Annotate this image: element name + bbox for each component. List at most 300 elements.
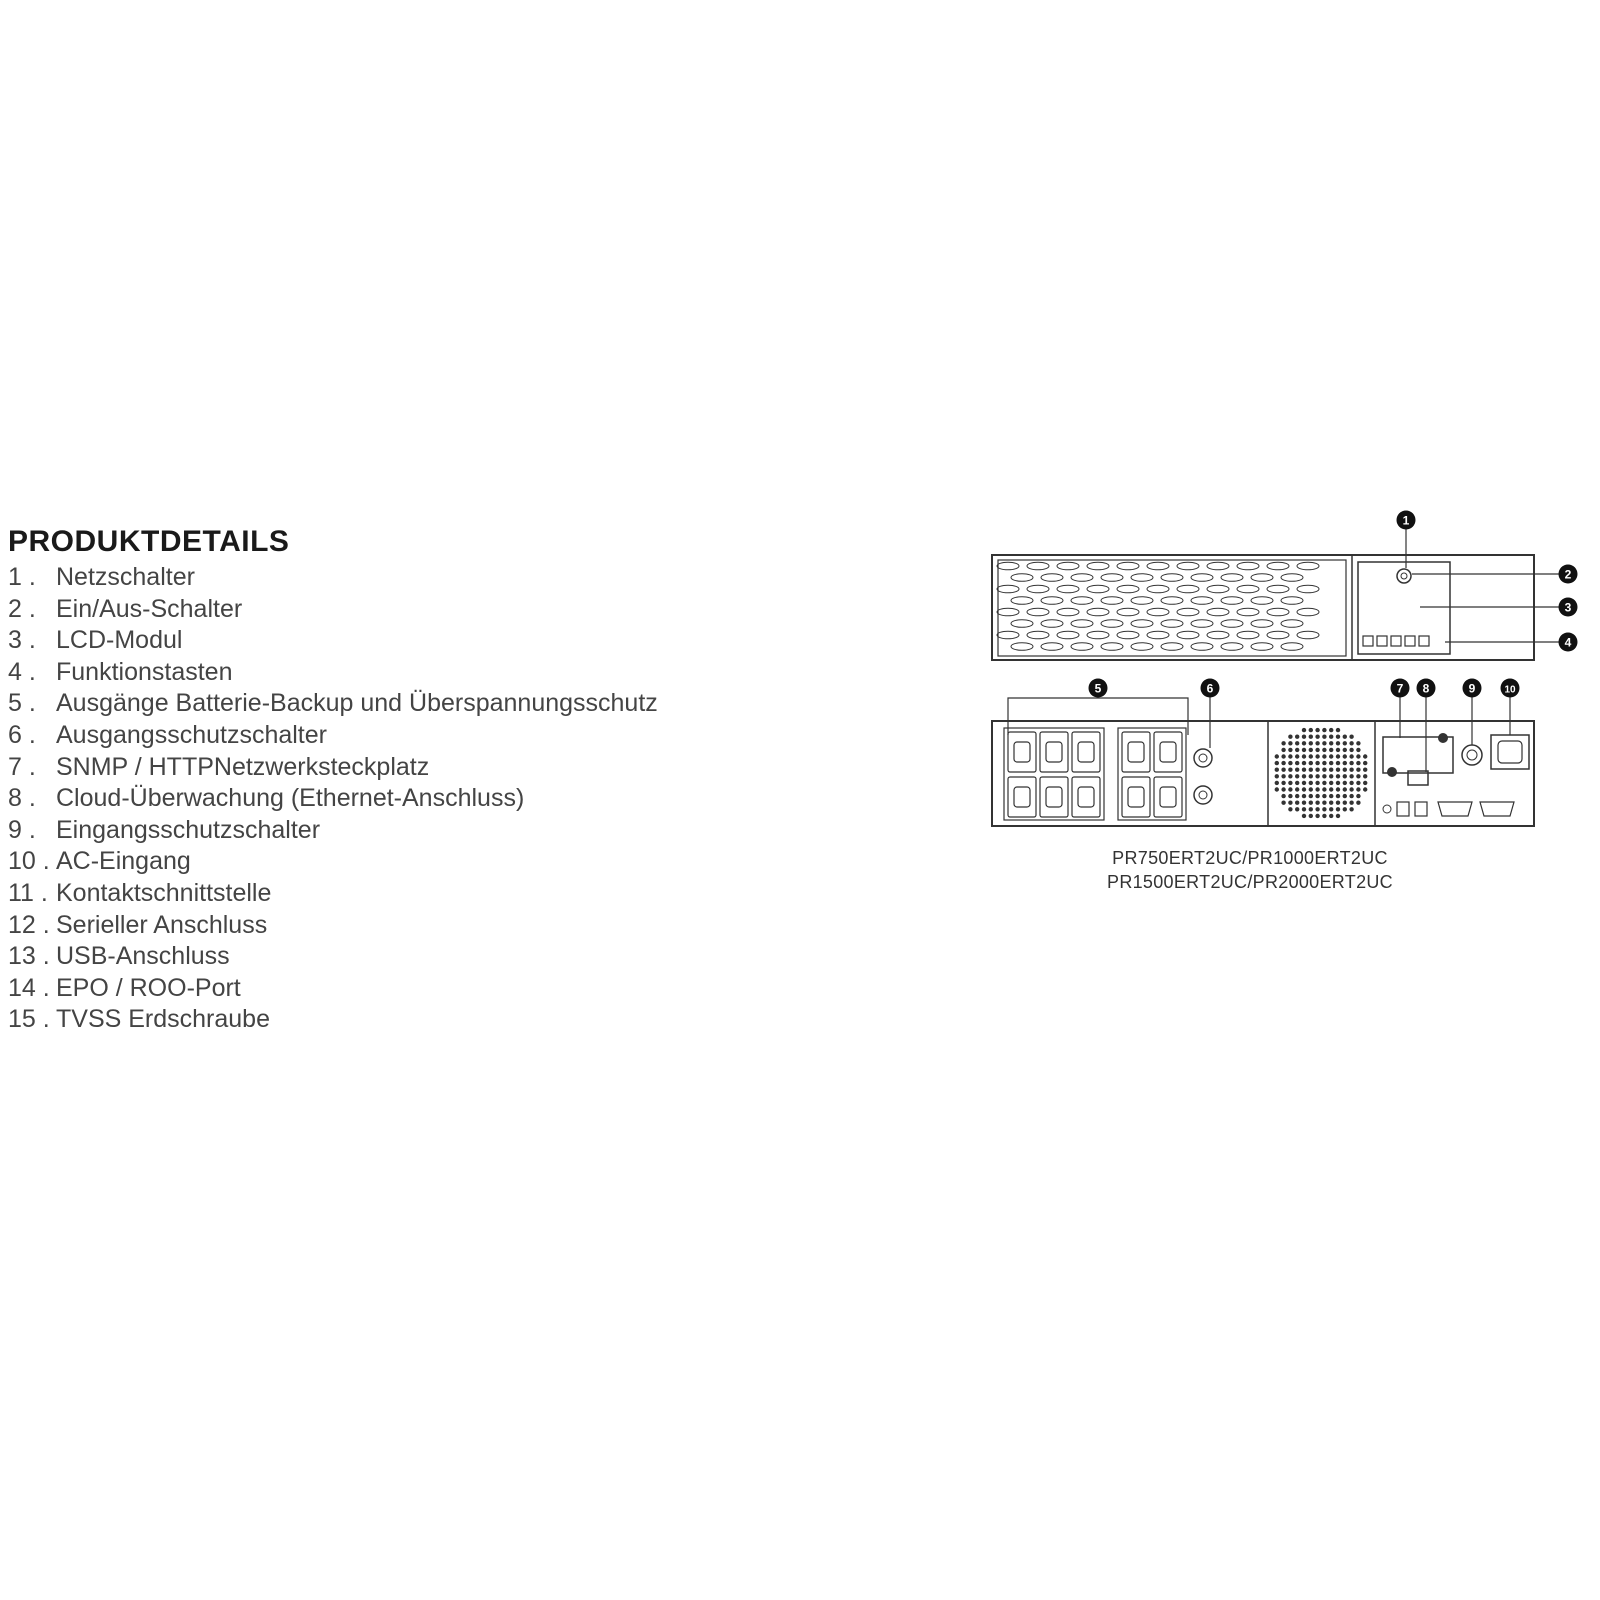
output-breaker-inner-icon [1199, 754, 1207, 762]
fan-hole [1329, 768, 1333, 772]
fan-hole [1288, 781, 1292, 785]
vent-slot [1251, 643, 1273, 651]
fan-hole [1363, 774, 1367, 778]
fan-hole [1349, 761, 1353, 765]
fan-hole [1288, 794, 1292, 798]
fan-hole [1309, 761, 1313, 765]
product-detail-item [8, 752, 808, 784]
outlet-socket [1128, 787, 1144, 807]
fan-hole [1295, 735, 1299, 739]
fan-hole [1349, 807, 1353, 811]
product-detail-number: 14 . [8, 973, 50, 1002]
product-details-list [8, 562, 808, 1036]
fan-hole [1343, 735, 1347, 739]
fan-hole [1295, 741, 1299, 745]
product-detail-item [8, 878, 808, 910]
fan-hole [1356, 754, 1360, 758]
fan-hole [1322, 728, 1326, 732]
product-detail-label: AC-Eingang [56, 847, 191, 876]
vent-slot [1237, 585, 1259, 593]
vent-slot [1071, 597, 1093, 605]
fan-hole [1309, 774, 1313, 778]
fan-hole [1309, 794, 1313, 798]
vent-slot [1131, 597, 1153, 605]
fan-hole [1329, 754, 1333, 758]
fan-hole [1329, 741, 1333, 745]
screw-icon [1388, 768, 1396, 776]
fan-hole [1349, 735, 1353, 739]
fan-hole [1315, 754, 1319, 758]
fan-hole [1295, 787, 1299, 791]
product-detail-label: SNMP / HTTPNetzwerksteckplatz [56, 752, 430, 781]
fan-hole [1329, 801, 1333, 805]
callout-badge-label: 4 [1564, 635, 1572, 650]
fan-hole [1356, 781, 1360, 785]
vent-slot [1177, 562, 1199, 570]
fan-hole [1302, 748, 1306, 752]
vent-slot [1161, 574, 1183, 582]
vent-slot [1161, 620, 1183, 628]
callout-badge-label: 10 [1504, 684, 1516, 696]
input-breaker-icon [1462, 745, 1482, 765]
fan-hole [1343, 781, 1347, 785]
fan-hole [1363, 754, 1367, 758]
fan-hole [1275, 761, 1279, 765]
vent-slot [1147, 631, 1169, 639]
power-button-inner-icon [1401, 573, 1407, 579]
vent-slot [1011, 574, 1033, 582]
product-detail-label: Cloud-Überwachung (Ethernet-Anschluss) [56, 784, 525, 813]
fan-hole [1288, 754, 1292, 758]
input-breaker-inner-icon [1467, 750, 1477, 760]
product-details-title: PRODUKTDETAILS [8, 525, 290, 558]
fan-hole [1315, 741, 1319, 745]
vent-slot [1117, 608, 1139, 616]
fan-hole [1322, 794, 1326, 798]
fan-hole [1322, 768, 1326, 772]
fan-hole [1322, 781, 1326, 785]
vent-slot [1147, 585, 1169, 593]
fan-hole [1329, 774, 1333, 778]
callout-badge-label: 3 [1564, 600, 1572, 615]
outlet [1122, 777, 1150, 817]
vent-slot [1207, 562, 1229, 570]
fan-hole [1315, 728, 1319, 732]
product-detail-label: Eingangsschutzschalter [56, 815, 321, 844]
fan-hole [1329, 794, 1333, 798]
fan-hole [1281, 748, 1285, 752]
product-detail-number: 9 . [8, 815, 36, 844]
fan-hole [1343, 774, 1347, 778]
fan-hole [1295, 781, 1299, 785]
fan-hole [1315, 794, 1319, 798]
fan-hole [1329, 807, 1333, 811]
product-detail-number: 6 . [8, 720, 36, 749]
output-breaker-2-icon [1194, 786, 1212, 804]
vent-slot [997, 608, 1019, 616]
fan-hole [1356, 768, 1360, 772]
vent-slot [1297, 608, 1319, 616]
product-detail-item [8, 720, 808, 752]
vent-slot [1207, 631, 1229, 639]
fan-hole [1336, 741, 1340, 745]
callout-badge-label: 1 [1402, 513, 1410, 528]
fan-hole [1329, 781, 1333, 785]
callout-badge-label: 8 [1422, 681, 1430, 696]
lcd-module-frame [1358, 562, 1450, 654]
product-detail-label: USB-Anschluss [56, 942, 230, 971]
fan-hole [1302, 801, 1306, 805]
vent-slot [1057, 608, 1079, 616]
fan-hole [1349, 781, 1353, 785]
fan-hole [1336, 768, 1340, 772]
fan-hole [1343, 807, 1347, 811]
callout-badge-label: 6 [1206, 681, 1214, 696]
fan-hole [1329, 761, 1333, 765]
fan-hole [1302, 794, 1306, 798]
vent-slot [1221, 574, 1243, 582]
vent-slot [1237, 631, 1259, 639]
fan-hole [1336, 794, 1340, 798]
fan-hole [1349, 774, 1353, 778]
fan-hole [1343, 801, 1347, 805]
vent-slot [1177, 631, 1199, 639]
vent-slot [1237, 562, 1259, 570]
fan-hole [1336, 728, 1340, 732]
vent-slot [1131, 620, 1153, 628]
vent-slot [1147, 608, 1169, 616]
fan-hole [1356, 761, 1360, 765]
vent-slot [1207, 585, 1229, 593]
fan-hole [1336, 801, 1340, 805]
fan-hole [1349, 741, 1353, 745]
fan-hole [1275, 787, 1279, 791]
fan-hole [1295, 748, 1299, 752]
outlet [1040, 777, 1068, 817]
fan-hole [1309, 781, 1313, 785]
product-detail-number: 11 . [8, 878, 48, 907]
vent-slot [1251, 574, 1273, 582]
fan-hole [1302, 754, 1306, 758]
outlet-socket [1078, 742, 1094, 762]
fan-hole [1322, 787, 1326, 791]
product-detail-label: Ein/Aus-Schalter [56, 594, 243, 623]
vent-slot [997, 631, 1019, 639]
outlet-socket [1014, 787, 1030, 807]
product-detail-item [8, 594, 808, 626]
fan-hole [1336, 735, 1340, 739]
fan-hole [1322, 774, 1326, 778]
fan-hole [1309, 735, 1313, 739]
fan-hole [1349, 754, 1353, 758]
output-breaker-2-inner-icon [1199, 791, 1207, 799]
fan-hole [1295, 768, 1299, 772]
fan-hole [1315, 814, 1319, 818]
vent-slot [1027, 608, 1049, 616]
screw-2-icon [1439, 734, 1447, 742]
product-detail-label: EPO / ROO-Port [56, 973, 241, 1002]
fan-hole [1349, 787, 1353, 791]
vent-slot [1251, 597, 1273, 605]
vent-slot [1267, 631, 1289, 639]
vent-slot [1027, 631, 1049, 639]
fan-hole [1302, 774, 1306, 778]
outlet-socket [1014, 742, 1030, 762]
vent-slot [1011, 597, 1033, 605]
fan-hole [1349, 768, 1353, 772]
vent-slot [1191, 620, 1213, 628]
vent-slot [1221, 597, 1243, 605]
vent-slot [1101, 597, 1123, 605]
fan-hole [1302, 728, 1306, 732]
fan-hole [1288, 807, 1292, 811]
front-bezel-grille [998, 560, 1346, 656]
fan-hole [1302, 781, 1306, 785]
fan-hole [1281, 781, 1285, 785]
fan-hole [1329, 728, 1333, 732]
product-detail-label: Kontaktschnittstelle [56, 878, 272, 907]
fan-hole [1315, 781, 1319, 785]
fan-hole [1349, 794, 1353, 798]
vent-slot [1191, 597, 1213, 605]
outlet [1072, 777, 1100, 817]
product-detail-number: 2 . [8, 594, 36, 623]
fan-hole [1356, 748, 1360, 752]
fan-hole [1322, 801, 1326, 805]
vent-slot [1087, 562, 1109, 570]
vent-slot [1191, 643, 1213, 651]
vent-slot [1071, 643, 1093, 651]
fan-hole [1343, 794, 1347, 798]
vent-slot [1191, 574, 1213, 582]
fan-hole [1315, 748, 1319, 752]
fan-hole [1295, 794, 1299, 798]
vent-slot [1117, 585, 1139, 593]
fan-hole [1315, 768, 1319, 772]
product-detail-item [8, 1004, 808, 1036]
outlet-socket [1046, 742, 1062, 762]
product-detail-number: 3 . [8, 626, 36, 655]
ups-diagram-svg [980, 510, 1580, 850]
vent-slot [1281, 643, 1303, 651]
fan-hole [1336, 748, 1340, 752]
product-detail-number: 10 . [8, 847, 50, 876]
vent-slot [1131, 643, 1153, 651]
function-key [1377, 636, 1387, 646]
vent-slot [1011, 643, 1033, 651]
outlet [1040, 732, 1068, 772]
fan-hole [1288, 801, 1292, 805]
vent-slot [1177, 585, 1199, 593]
fan-hole [1336, 754, 1340, 758]
fan-hole [1288, 735, 1292, 739]
fan-hole [1349, 801, 1353, 805]
callout-badge-label: 7 [1396, 681, 1404, 696]
fan-hole [1322, 748, 1326, 752]
vent-slot [1147, 562, 1169, 570]
fan-hole [1288, 748, 1292, 752]
vent-slot [1221, 620, 1243, 628]
product-detail-item [8, 910, 808, 942]
fan-hole [1336, 774, 1340, 778]
product-detail-item [8, 941, 808, 973]
tvss-screw-icon [1383, 805, 1391, 813]
fan-hole [1295, 774, 1299, 778]
product-detail-item [8, 657, 808, 689]
callout-badge-label: 5 [1094, 681, 1102, 696]
fan-hole [1275, 781, 1279, 785]
function-key [1419, 636, 1429, 646]
ac-inlet-icon [1498, 741, 1522, 763]
fan-hole [1343, 787, 1347, 791]
fan-hole [1329, 814, 1333, 818]
fan-hole [1281, 794, 1285, 798]
vent-slot [1161, 643, 1183, 651]
vent-slot [1297, 585, 1319, 593]
vent-slot [1131, 574, 1153, 582]
fan-hole [1309, 814, 1313, 818]
vent-slot [1101, 574, 1123, 582]
fan-hole [1309, 754, 1313, 758]
fan-hole [1309, 768, 1313, 772]
ac-inlet-frame [1491, 735, 1529, 769]
product-detail-label: Serieller Anschluss [56, 910, 268, 939]
vent-slot [1101, 620, 1123, 628]
vent-slot [1267, 562, 1289, 570]
fan-hole [1309, 807, 1313, 811]
vent-slot [1267, 585, 1289, 593]
fan-hole [1309, 728, 1313, 732]
product-detail-item [8, 815, 808, 847]
product-detail-number: 8 . [8, 784, 36, 813]
outlet-socket [1078, 787, 1094, 807]
outlet [1008, 777, 1036, 817]
vent-slot [1281, 574, 1303, 582]
outlet [1072, 732, 1100, 772]
outlet [1154, 777, 1182, 817]
fan-hole [1322, 754, 1326, 758]
ups-rear-view [992, 721, 1534, 826]
fan-hole [1302, 761, 1306, 765]
vent-slot [1041, 574, 1063, 582]
outlet [1154, 732, 1182, 772]
fan-hole [1275, 768, 1279, 772]
product-detail-number: 1 . [8, 563, 36, 591]
front-callout-lines [1406, 528, 1560, 642]
callout-badge-label: 2 [1564, 567, 1572, 582]
fan-hole [1336, 814, 1340, 818]
fan-hole [1309, 801, 1313, 805]
fan-hole [1349, 748, 1353, 752]
fan-hole [1322, 735, 1326, 739]
fan-hole [1309, 741, 1313, 745]
fan-hole [1322, 814, 1326, 818]
callout-badges [1089, 511, 1578, 698]
product-detail-item [8, 846, 808, 878]
vent-slot [997, 585, 1019, 593]
product-detail-label: Ausgänge Batterie-Backup und Überspannungsschutz [56, 689, 658, 718]
vent-slot [1057, 562, 1079, 570]
product-detail-item [8, 562, 808, 594]
vent-slot [1221, 643, 1243, 651]
callout-badge-label: 9 [1468, 681, 1476, 696]
fan-hole [1315, 801, 1319, 805]
fan-hole [1302, 807, 1306, 811]
product-detail-number: 12 . [8, 910, 50, 939]
product-detail-item [8, 625, 808, 657]
outlet-socket [1160, 787, 1176, 807]
fan-hole [1295, 754, 1299, 758]
product-detail-label: Netzschalter [56, 563, 195, 591]
function-keys [1363, 636, 1429, 646]
vent-slot [1057, 631, 1079, 639]
function-key [1405, 636, 1415, 646]
fan-hole [1281, 768, 1285, 772]
fan-hole [1315, 761, 1319, 765]
vent-slot [1041, 620, 1063, 628]
product-details-panel [8, 524, 808, 1036]
fan-hole [1356, 774, 1360, 778]
fan-hole [1309, 787, 1313, 791]
fan-hole [1281, 741, 1285, 745]
vent-slot [1087, 585, 1109, 593]
vent-slot [1267, 608, 1289, 616]
serial-port-icon [1438, 802, 1472, 816]
contact-port-icon [1480, 802, 1514, 816]
fan-hole [1343, 748, 1347, 752]
outlet [1008, 732, 1036, 772]
product-detail-label: TVSS Erdschraube [56, 1005, 270, 1034]
fan-hole [1329, 787, 1333, 791]
fan-hole [1275, 754, 1279, 758]
fan-hole [1336, 761, 1340, 765]
product-detail-label: Funktionstasten [56, 657, 233, 686]
fan-hole [1356, 794, 1360, 798]
vent-slot [1161, 597, 1183, 605]
product-detail-item [8, 973, 808, 1005]
vent-slot [1117, 562, 1139, 570]
vent-slot [1281, 597, 1303, 605]
vent-slot [1177, 608, 1199, 616]
vent-slot [1027, 585, 1049, 593]
product-detail-number: 7 . [8, 752, 36, 781]
ups-diagram [980, 510, 1580, 910]
fan-hole [1295, 807, 1299, 811]
vent-slot [1057, 585, 1079, 593]
fan-hole [1295, 801, 1299, 805]
fan-hole [1322, 761, 1326, 765]
fan-hole [1336, 807, 1340, 811]
fan-hole [1302, 741, 1306, 745]
fan-hole [1281, 801, 1285, 805]
outlet-socket [1160, 742, 1176, 762]
fan-hole [1363, 787, 1367, 791]
outlet-socket [1128, 742, 1144, 762]
vent-slot [1237, 608, 1259, 616]
fan-hole [1295, 761, 1299, 765]
fan-hole [1288, 768, 1292, 772]
function-key [1363, 636, 1373, 646]
fan-hole [1288, 761, 1292, 765]
output-outlets [1004, 728, 1186, 820]
fan-hole [1356, 801, 1360, 805]
function-key [1391, 636, 1401, 646]
product-detail-item [8, 783, 808, 815]
fan-hole [1329, 735, 1333, 739]
fan-hole [1343, 741, 1347, 745]
fan-grille [1275, 728, 1368, 818]
product-detail-item [8, 688, 808, 720]
